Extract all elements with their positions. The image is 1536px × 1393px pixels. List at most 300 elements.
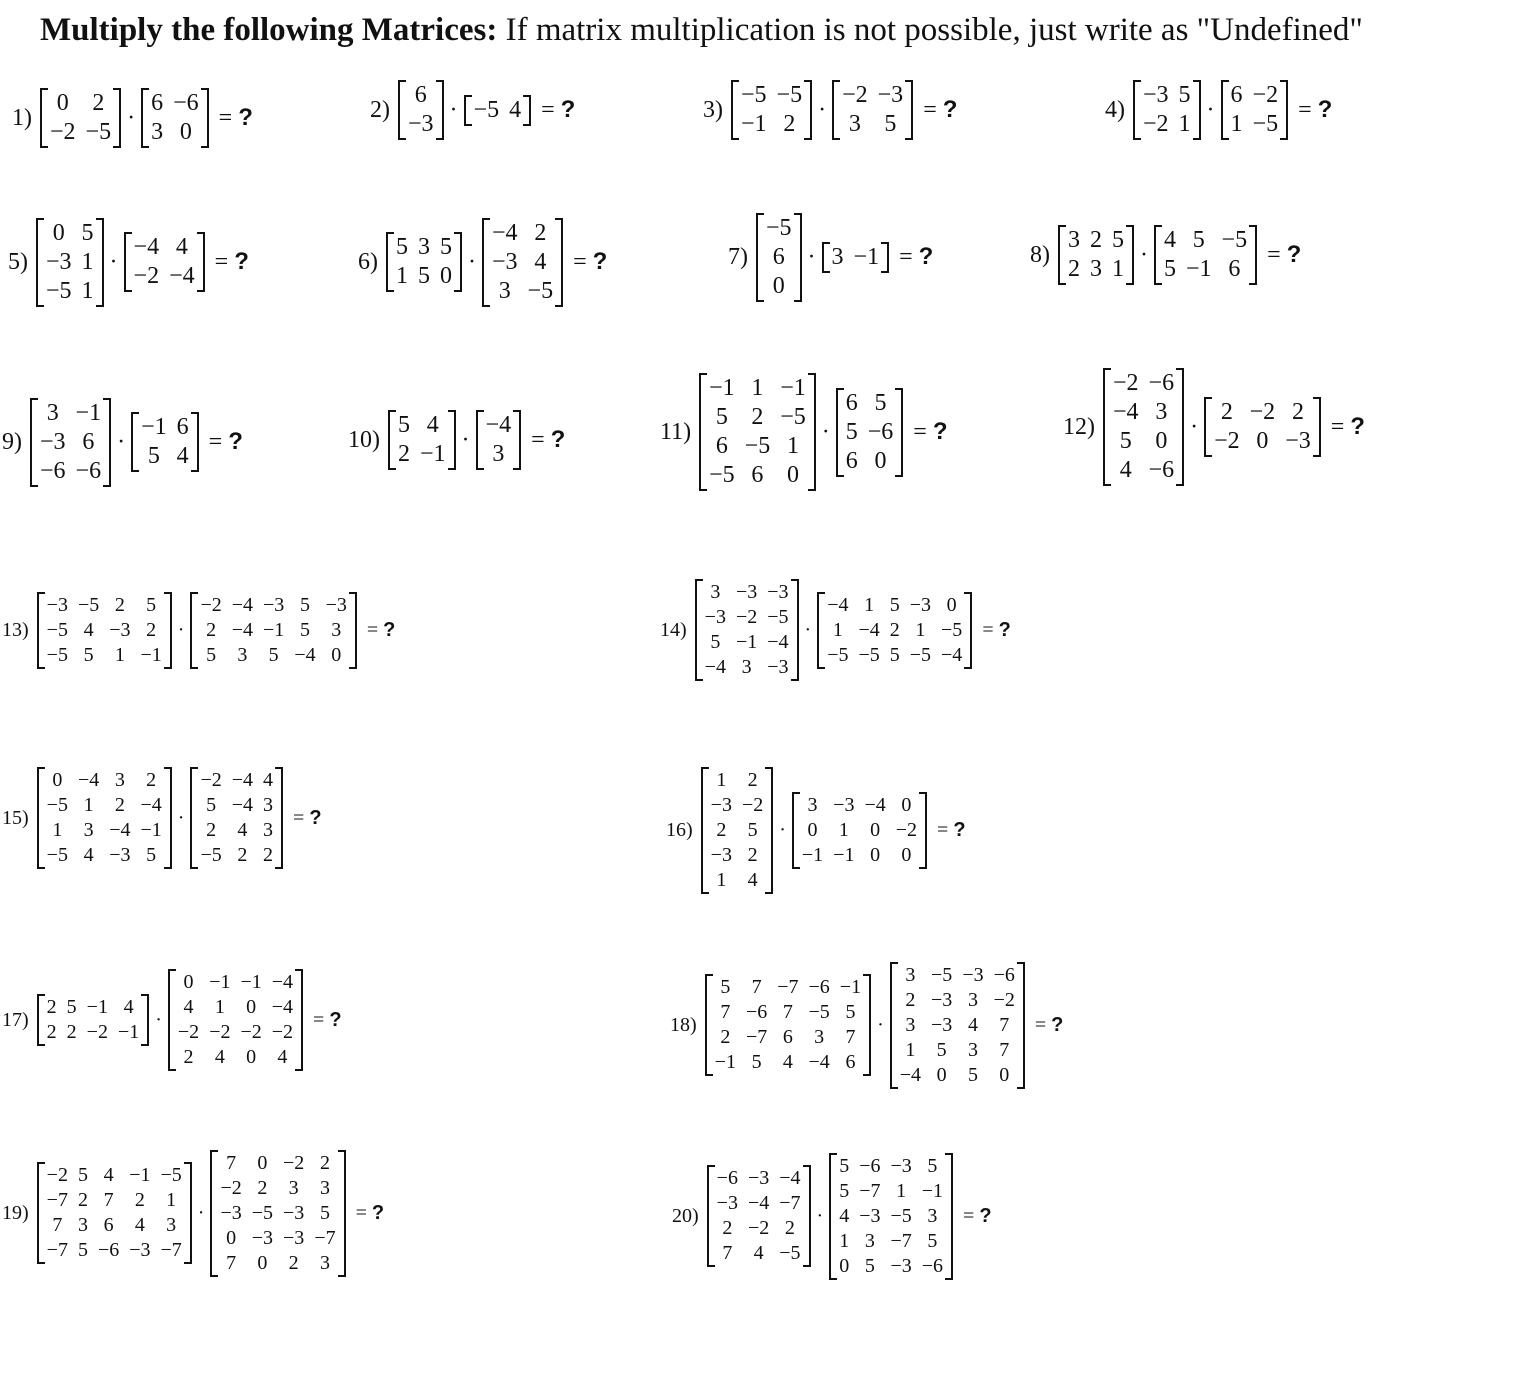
multiplication-dot: · bbox=[155, 1008, 162, 1031]
matrix-entry: −1 bbox=[240, 971, 262, 993]
matrix-entry: −5 bbox=[251, 1201, 274, 1224]
multiplication-dot: · bbox=[816, 1204, 824, 1227]
matrix-entry: −5 bbox=[85, 119, 112, 145]
matrix-entry: −6 bbox=[1148, 370, 1175, 396]
matrix-entry: −4 bbox=[231, 769, 254, 791]
matrix-entry: −4 bbox=[747, 1192, 770, 1214]
matrix-entry: 3 bbox=[77, 1214, 88, 1236]
equals-question bbox=[963, 1205, 992, 1228]
matrix-entry: −2 bbox=[895, 818, 918, 841]
matrix-entry: −7 bbox=[314, 1226, 336, 1249]
matrix-entry: −3 bbox=[962, 963, 984, 986]
multiplication-dot: · bbox=[804, 618, 812, 641]
matrix-entry: 2 bbox=[183, 1046, 194, 1068]
matrix-entry: −1 bbox=[709, 375, 735, 401]
left-matrix bbox=[695, 579, 799, 681]
matrix-entry: 3 bbox=[967, 988, 978, 1011]
matrix-entry: 5 bbox=[418, 263, 430, 289]
matrix-entry: −4 bbox=[133, 234, 160, 260]
matrix-entry: −3 bbox=[909, 593, 932, 616]
matrix-entry: −2 bbox=[220, 1176, 242, 1199]
matrix-entry: −3 bbox=[704, 606, 726, 628]
matrix-entry: −1 bbox=[780, 375, 806, 401]
matrix-entry: −4 bbox=[271, 971, 294, 993]
problem-number: 1) bbox=[12, 104, 32, 131]
right-matrix bbox=[464, 95, 532, 126]
matrix-entry: 5 bbox=[77, 1164, 88, 1186]
matrix-entry: 5 bbox=[889, 593, 900, 616]
problem-number: 6) bbox=[358, 248, 378, 275]
matrix-entry: 2 bbox=[319, 1151, 330, 1174]
matrix-entry: −3 bbox=[40, 428, 66, 455]
matrix-entry: 5 bbox=[927, 1229, 938, 1252]
equals-question bbox=[899, 243, 933, 271]
left-matrix bbox=[705, 974, 871, 1076]
matrix-entry: 1 bbox=[83, 794, 94, 816]
matrix-entry: 4 bbox=[1164, 227, 1176, 253]
matrix-entry: 0 bbox=[179, 119, 192, 145]
matrix-entry: −7 bbox=[46, 1239, 68, 1261]
problem-number: 8) bbox=[1030, 241, 1050, 268]
matrix-entry: 0 bbox=[52, 769, 63, 791]
matrix-entry: 2 bbox=[720, 1026, 731, 1048]
problem-7 bbox=[728, 213, 933, 302]
matrix-entry: 2 bbox=[751, 404, 764, 430]
matrix-entry: −5 bbox=[767, 606, 789, 628]
matrix-entry: 0 bbox=[870, 818, 881, 841]
matrix-entry: 7 bbox=[999, 1013, 1010, 1036]
matrix-entry: 1 bbox=[838, 818, 849, 841]
multiplication-dot: · bbox=[468, 248, 476, 275]
matrix-entry: 5 bbox=[1112, 227, 1124, 253]
right-matrix bbox=[141, 88, 209, 148]
matrix-entry: 2 bbox=[146, 618, 157, 641]
right-matrix bbox=[836, 388, 904, 477]
matrix-entry: 3 bbox=[831, 243, 844, 270]
matrix-entry: 0 bbox=[440, 263, 452, 289]
matrix-entry: 1 bbox=[1178, 111, 1191, 137]
matrix-entry: 5 bbox=[206, 643, 217, 666]
matrix-entry: −6 bbox=[993, 963, 1015, 986]
equals-sign: = bbox=[899, 244, 919, 270]
matrix-entry: 7 bbox=[52, 1214, 63, 1236]
matrix-entry: 5 bbox=[77, 1239, 88, 1261]
matrix-entry: 7 bbox=[782, 1001, 793, 1023]
matrix-entry: 4 bbox=[214, 1046, 225, 1068]
matrix-entry: −4 bbox=[492, 219, 518, 246]
problem-19 bbox=[2, 1150, 384, 1277]
matrix-entry: −1 bbox=[129, 1164, 151, 1186]
matrix-entry: 4 bbox=[175, 234, 188, 260]
question-mark: ? bbox=[1317, 96, 1333, 123]
matrix-entry: −4 bbox=[271, 996, 294, 1018]
problem-number: 7) bbox=[728, 243, 748, 270]
matrix-entry: 6 bbox=[845, 447, 858, 474]
left-matrix bbox=[37, 767, 172, 869]
equals-question bbox=[531, 426, 565, 454]
matrix-entry: −1 bbox=[741, 111, 767, 137]
equals-question bbox=[937, 819, 966, 842]
matrix-entry: −5 bbox=[779, 1242, 801, 1264]
matrix-entry: 3 bbox=[418, 234, 430, 260]
matrix-entry: −3 bbox=[109, 618, 131, 641]
matrix-entry: 2 bbox=[46, 996, 57, 1018]
matrix-entry: 5 bbox=[146, 593, 157, 616]
matrix-entry: −6 bbox=[75, 457, 102, 484]
problem-9 bbox=[2, 398, 243, 487]
matrix-entry: 1 bbox=[81, 277, 94, 304]
matrix-entry: 0 bbox=[999, 1063, 1010, 1086]
problem-number: 9) bbox=[2, 428, 22, 455]
matrix-entry: 5 bbox=[319, 1201, 330, 1224]
matrix-entry: −2 bbox=[741, 793, 764, 816]
matrix-entry: −3 bbox=[408, 111, 434, 137]
equals-question bbox=[219, 104, 253, 132]
matrix-entry: 4 bbox=[782, 1051, 793, 1073]
matrix-entry: 1 bbox=[864, 593, 875, 616]
matrix-entry: 1 bbox=[1230, 111, 1243, 137]
matrix-entry: −4 bbox=[899, 1063, 922, 1086]
right-matrix bbox=[482, 218, 563, 307]
right-matrix bbox=[1204, 397, 1321, 457]
problem-number: 13) bbox=[2, 618, 29, 641]
matrix-entry: 1 bbox=[832, 618, 843, 641]
problem-18 bbox=[670, 962, 1063, 1089]
matrix-entry: −4 bbox=[231, 593, 254, 616]
matrix-entry: 4 bbox=[426, 412, 439, 438]
question-mark: ? bbox=[1350, 413, 1365, 440]
matrix-entry: 2 bbox=[905, 988, 916, 1011]
matrix-entry: −4 bbox=[827, 593, 849, 616]
matrix-entry: −2 bbox=[240, 1021, 262, 1043]
matrix-entry: 2 bbox=[784, 1217, 795, 1239]
matrix-entry: 0 bbox=[56, 90, 69, 116]
equals-question bbox=[1331, 413, 1365, 441]
matrix-entry: 5 bbox=[206, 794, 217, 816]
problem-1 bbox=[12, 88, 253, 148]
matrix-entry: −4 bbox=[808, 1051, 830, 1073]
matrix-entry: −5 bbox=[46, 277, 72, 304]
matrix-entry: −2 bbox=[209, 1021, 231, 1043]
matrix-entry: −3 bbox=[46, 248, 72, 275]
matrix-entry: 7 bbox=[845, 1026, 856, 1048]
matrix-entry: −5 bbox=[473, 96, 500, 123]
problem-16 bbox=[666, 767, 966, 894]
matrix-entry: −7 bbox=[890, 1229, 912, 1252]
matrix-entry: 4 bbox=[123, 996, 134, 1018]
matrix-entry: −6 bbox=[808, 976, 830, 998]
matrix-entry: 0 bbox=[772, 272, 785, 299]
multiplication-dot: · bbox=[877, 1013, 884, 1036]
matrix-entry: 2 bbox=[1291, 399, 1304, 425]
problem-13 bbox=[2, 592, 395, 669]
matrix-entry: 5 bbox=[299, 593, 310, 616]
matrix-entry: 3 bbox=[1068, 227, 1080, 253]
equals-question bbox=[367, 619, 396, 642]
matrix-entry: 4 bbox=[753, 1242, 764, 1264]
matrix-entry: −7 bbox=[745, 1026, 768, 1048]
matrix-entry: 1 bbox=[81, 248, 94, 275]
matrix-entry: −3 bbox=[129, 1239, 151, 1261]
matrix-entry: 7 bbox=[751, 976, 762, 998]
matrix-entry: −4 bbox=[941, 643, 963, 666]
matrix-entry: 4 bbox=[747, 868, 758, 891]
matrix-entry: 6 bbox=[845, 389, 858, 416]
matrix-entry: 1 bbox=[716, 768, 727, 791]
matrix-entry: 6 bbox=[845, 1051, 856, 1073]
matrix-entry: 5 bbox=[1164, 256, 1176, 282]
equals-question bbox=[209, 428, 243, 456]
matrix-entry: 6 bbox=[414, 82, 427, 108]
matrix-entry: −3 bbox=[735, 581, 758, 603]
matrix-entry: 2 bbox=[1220, 399, 1233, 425]
question-mark: ? bbox=[932, 418, 948, 445]
problem-number: 12) bbox=[1063, 413, 1095, 440]
matrix-entry: −4 bbox=[858, 618, 880, 641]
matrix-entry: 3 bbox=[263, 794, 274, 816]
matrix-entry: 5 bbox=[398, 412, 410, 438]
matrix-entry: 3 bbox=[498, 277, 511, 304]
matrix-entry: 4 bbox=[839, 1204, 850, 1227]
equals-question bbox=[923, 96, 957, 124]
matrix-entry: 5 bbox=[839, 1179, 850, 1202]
problem-3 bbox=[703, 80, 957, 140]
problem-10 bbox=[348, 410, 565, 470]
matrix-entry: −2 bbox=[200, 593, 222, 616]
matrix-entry: −6 bbox=[173, 90, 199, 116]
matrix-entry: −3 bbox=[747, 1167, 770, 1189]
right-matrix bbox=[168, 969, 303, 1071]
matrix-entry: 0 bbox=[786, 462, 799, 488]
matrix-entry: −6 bbox=[867, 418, 894, 445]
matrix-entry: 2 bbox=[146, 769, 157, 791]
right-matrix bbox=[829, 1153, 953, 1280]
problem-number: 19) bbox=[2, 1201, 29, 1224]
matrix-entry: 5 bbox=[440, 234, 452, 260]
matrix-entry: −4 bbox=[485, 412, 512, 438]
matrix-entry: −2 bbox=[200, 769, 222, 791]
matrix-entry: 3 bbox=[864, 1229, 875, 1252]
matrix-entry: −5 bbox=[827, 643, 849, 666]
matrix-entry: −3 bbox=[1285, 428, 1311, 454]
question-mark: ? bbox=[953, 818, 966, 841]
matrix-entry: 4 bbox=[509, 96, 522, 123]
matrix-entry: 0 bbox=[226, 1226, 237, 1249]
multiplication-dot: · bbox=[461, 426, 470, 453]
equals-sign: = bbox=[1034, 1013, 1052, 1036]
problem-6 bbox=[358, 218, 607, 307]
matrix-entry: −3 bbox=[877, 82, 904, 108]
multiplication-dot: · bbox=[127, 104, 136, 131]
matrix-entry: 5 bbox=[147, 443, 160, 469]
right-matrix bbox=[792, 792, 927, 869]
matrix-entry: 0 bbox=[946, 593, 957, 616]
matrix-entry: −3 bbox=[220, 1201, 242, 1224]
matrix-entry: 3 bbox=[1090, 256, 1102, 282]
right-matrix bbox=[190, 767, 283, 869]
equals-sign: = bbox=[313, 1008, 330, 1031]
matrix-entry: −5 bbox=[744, 433, 771, 459]
matrix-entry: 6 bbox=[103, 1214, 114, 1236]
left-matrix bbox=[37, 994, 150, 1046]
matrix-entry: −3 bbox=[890, 1154, 912, 1177]
matrix-entry: −1 bbox=[141, 414, 167, 440]
problem-8 bbox=[1030, 225, 1301, 285]
matrix-entry: 5 bbox=[268, 643, 279, 666]
question-mark: ? bbox=[998, 618, 1011, 641]
left-matrix bbox=[1058, 225, 1134, 285]
matrix-entry: 4 bbox=[176, 443, 189, 469]
matrix-entry: −1 bbox=[801, 843, 824, 866]
equals-sign: = bbox=[218, 105, 239, 131]
matrix-entry: −3 bbox=[890, 1254, 912, 1277]
question-mark: ? bbox=[238, 104, 253, 131]
matrix-entry: −4 bbox=[169, 263, 195, 289]
question-mark: ? bbox=[918, 243, 934, 270]
equals-sign: = bbox=[214, 249, 235, 275]
matrix-entry: 3 bbox=[927, 1204, 938, 1227]
matrix-entry: 3 bbox=[83, 819, 94, 841]
matrix-entry: −1 bbox=[117, 1021, 140, 1043]
matrix-entry: −2 bbox=[747, 1217, 770, 1239]
matrix-entry: −3 bbox=[263, 593, 285, 616]
problem-number: 15) bbox=[2, 806, 29, 829]
matrix-entry: 3 bbox=[967, 1038, 978, 1061]
equals-question bbox=[541, 96, 575, 124]
right-matrix bbox=[1154, 225, 1257, 285]
matrix-entry: 5 bbox=[299, 618, 310, 641]
matrix-entry: −3 bbox=[1143, 82, 1169, 108]
question-mark: ? bbox=[371, 1201, 385, 1224]
matrix-entry: 5 bbox=[936, 1038, 947, 1061]
right-matrix bbox=[210, 1150, 345, 1277]
matrix-entry: 4 bbox=[134, 1214, 145, 1236]
matrix-entry: 2 bbox=[398, 441, 410, 467]
matrix-entry: −4 bbox=[294, 643, 316, 666]
matrix-entry: −5 bbox=[808, 1001, 830, 1023]
matrix-entry: −1 bbox=[921, 1179, 944, 1202]
matrix-entry: −6 bbox=[97, 1239, 120, 1261]
matrix-entry: −3 bbox=[833, 793, 855, 816]
matrix-entry: 5 bbox=[889, 643, 900, 666]
matrix-entry: −5 bbox=[776, 82, 803, 108]
equals-sign: = bbox=[1298, 97, 1318, 123]
equals-sign: = bbox=[293, 806, 310, 829]
matrix-entry: −5 bbox=[741, 82, 767, 108]
right-matrix bbox=[190, 592, 356, 669]
matrix-entry: 1 bbox=[396, 263, 408, 289]
matrix-entry: 3 bbox=[710, 581, 721, 603]
matrix-entry: −7 bbox=[46, 1189, 68, 1211]
matrix-entry: 6 bbox=[715, 433, 728, 459]
matrix-entry: 5 bbox=[1192, 227, 1205, 253]
matrix-entry: −5 bbox=[780, 404, 806, 430]
problem-15 bbox=[2, 767, 322, 869]
matrix-entry: 5 bbox=[1119, 428, 1132, 454]
matrix-entry: 2 bbox=[257, 1176, 268, 1199]
matrix-entry: −2 bbox=[46, 1164, 68, 1186]
matrix-entry: 6 bbox=[82, 428, 95, 455]
problem-4 bbox=[1105, 80, 1332, 140]
question-mark: ? bbox=[383, 618, 396, 641]
problem-number: 2) bbox=[370, 96, 390, 123]
matrix-entry: 5 bbox=[864, 1254, 875, 1277]
equals-question bbox=[913, 418, 947, 446]
matrix-entry: −1 bbox=[209, 971, 231, 993]
multiplication-dot: · bbox=[177, 618, 185, 641]
title-rest: If matrix multiplication is not possible, just write as "Undefined" bbox=[497, 12, 1363, 48]
matrix-entry: −5 bbox=[931, 963, 953, 986]
matrix-entry: −7 bbox=[777, 976, 799, 998]
right-matrix bbox=[890, 962, 1025, 1089]
problem-number: 3) bbox=[703, 96, 723, 123]
matrix-entry: −2 bbox=[271, 1021, 294, 1043]
matrix-entry: 2 bbox=[747, 768, 758, 791]
matrix-entry: −5 bbox=[77, 593, 100, 616]
multiplication-dot: · bbox=[449, 96, 458, 123]
matrix-entry: 6 bbox=[751, 462, 764, 488]
matrix-entry: −3 bbox=[283, 1201, 305, 1224]
matrix-entry: 1 bbox=[915, 618, 926, 641]
problem-number: 4) bbox=[1105, 96, 1125, 123]
matrix-entry: 3 bbox=[905, 1013, 916, 1036]
matrix-entry: 5 bbox=[83, 643, 94, 666]
right-matrix bbox=[832, 80, 913, 140]
left-matrix bbox=[30, 398, 111, 487]
left-matrix bbox=[388, 410, 456, 470]
matrix-entry: −5 bbox=[200, 844, 222, 866]
matrix-entry: −3 bbox=[859, 1204, 881, 1227]
matrix-entry: 2 bbox=[237, 844, 248, 866]
matrix-entry: −1 bbox=[853, 243, 880, 270]
question-mark: ? bbox=[329, 1008, 342, 1031]
matrix-entry: 0 bbox=[331, 643, 342, 666]
matrix-entry: 5 bbox=[927, 1154, 938, 1177]
matrix-entry: −4 bbox=[1113, 399, 1139, 425]
matrix-entry: 2 bbox=[747, 843, 758, 866]
problem-5 bbox=[8, 218, 249, 307]
matrix-entry: 6 bbox=[772, 243, 785, 270]
matrix-entry: 2 bbox=[716, 818, 727, 841]
multiplication-dot: · bbox=[1190, 413, 1199, 440]
matrix-entry: −4 bbox=[231, 618, 254, 641]
multiplication-dot: · bbox=[177, 806, 185, 829]
matrix-entry: −3 bbox=[767, 656, 789, 678]
matrix-entry: 0 bbox=[183, 971, 194, 993]
matrix-entry: −5 bbox=[766, 214, 792, 241]
matrix-entry: 3 bbox=[848, 111, 861, 137]
matrix-entry: −7 bbox=[859, 1179, 881, 1202]
matrix-entry: −1 bbox=[735, 631, 758, 653]
matrix-entry: −6 bbox=[40, 457, 66, 484]
matrix-entry: 5 bbox=[845, 418, 858, 445]
matrix-entry: −2 bbox=[842, 82, 868, 108]
matrix-entry: 2 bbox=[206, 819, 217, 841]
question-mark: ? bbox=[560, 96, 576, 123]
right-matrix bbox=[822, 242, 890, 273]
question-mark: ? bbox=[979, 1204, 992, 1227]
matrix-entry: 2 bbox=[722, 1217, 733, 1239]
equals-question bbox=[573, 248, 607, 276]
matrix-entry: −6 bbox=[745, 1001, 768, 1023]
matrix-entry: 2 bbox=[46, 1021, 57, 1043]
equals-question bbox=[1035, 1014, 1064, 1037]
matrix-entry: −3 bbox=[109, 844, 131, 866]
matrix-entry: −5 bbox=[858, 643, 880, 666]
matrix-entry: 3 bbox=[166, 1214, 177, 1236]
matrix-entry: −1 bbox=[420, 441, 446, 467]
matrix-entry: −2 bbox=[1113, 370, 1139, 396]
